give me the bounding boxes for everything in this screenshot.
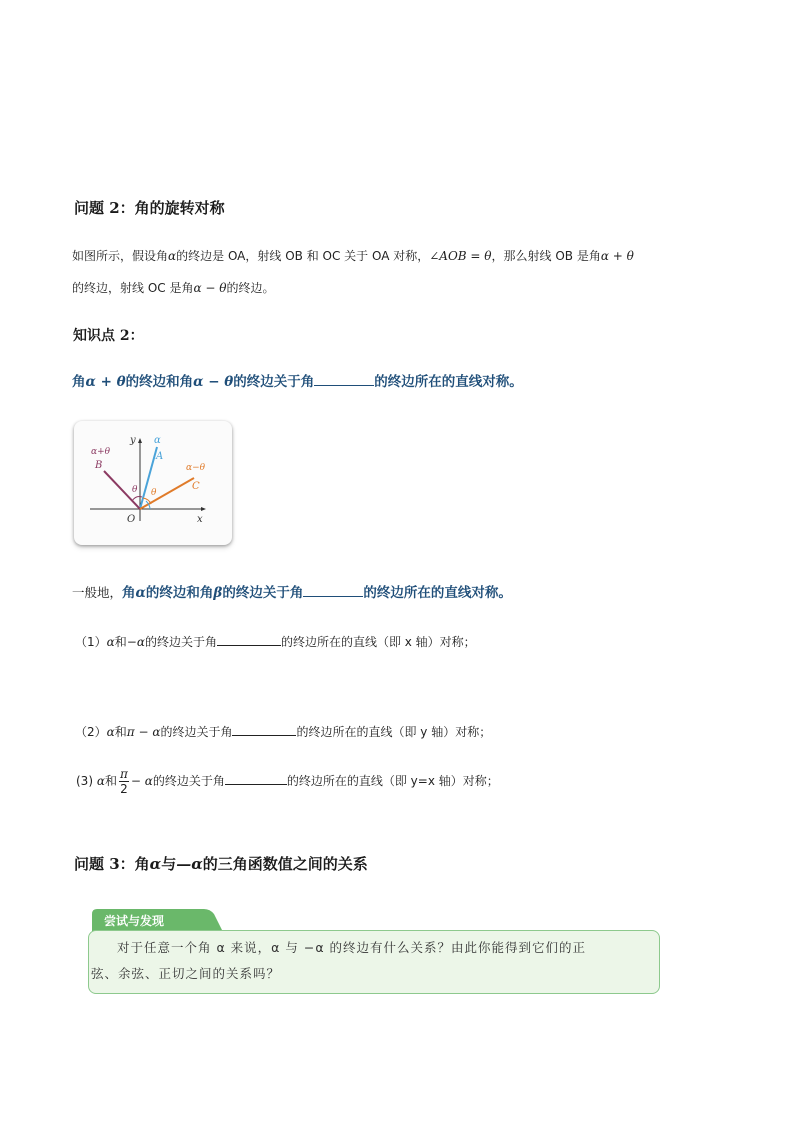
text-fragment: 的终边所在的直线对称。 [374, 374, 523, 390]
text-fragment: 一般地， [72, 585, 123, 600]
answer-blank[interactable] [217, 633, 281, 646]
pi-over-two-fraction [119, 767, 129, 796]
negative-alpha: −α [126, 635, 145, 649]
point-a-label: A [156, 451, 164, 462]
text-fragment: 的终边关于角 [233, 374, 315, 390]
theta-label-2: θ [151, 488, 157, 498]
point-c-label: C [192, 481, 200, 492]
text-fragment: 的终边所在的直线（即 x 轴）对称； [280, 635, 476, 649]
section-2-heading: 问题 2：角的旋转对称 [74, 199, 225, 217]
y-label: y [130, 435, 136, 446]
text-fragment: 和 [114, 725, 127, 739]
text-fragment: 的终边关于角 [160, 725, 233, 739]
section-2-paragraph-line-1 [72, 246, 634, 266]
negative-alpha: —α [176, 855, 203, 873]
x-axis-arrow [201, 507, 206, 511]
item-number: （1） [75, 635, 107, 649]
text-fragment: 角 [122, 585, 136, 601]
alpha-plus-theta: α + θ [85, 374, 126, 390]
item-3 [76, 764, 499, 798]
minus-alpha: − α [130, 774, 153, 788]
section-3-heading [74, 853, 368, 874]
x-label: x [197, 514, 203, 525]
text-fragment: 的终边。 [226, 281, 275, 295]
try-box-line-2: 弦、余弦、正切之间的关系吗？ [91, 966, 281, 981]
fraction-numerator: π [119, 767, 128, 781]
alpha-symbol: α [149, 855, 162, 873]
text-fragment: 角 [72, 374, 86, 390]
text-fragment: 的终边关于角 [222, 585, 304, 601]
text-fragment: 和 [104, 774, 117, 788]
angle-figure-card [74, 421, 232, 545]
text-fragment: 的终边是 OA，射线 OB 和 OC 关于 OA 对称， [176, 249, 430, 263]
text-fragment: 和 [114, 635, 127, 649]
answer-blank[interactable] [225, 772, 287, 785]
item-number: （2） [75, 725, 107, 739]
angle-diagram [74, 421, 232, 545]
text-fragment: 的终边所在的直线对称。 [363, 585, 512, 601]
alpha-symbol: α [135, 585, 146, 601]
tab-shape [88, 908, 228, 932]
text-fragment: 的终边关于角 [144, 635, 217, 649]
text-fragment: 的三角函数值之间的关系 [202, 855, 368, 873]
beta-symbol: β [213, 585, 223, 601]
theta-label-1: θ [132, 485, 138, 495]
text-fragment: 问题 3：角 [74, 855, 150, 873]
text-fragment: ，那么射线 OB 是角 [491, 249, 601, 263]
text-fragment: 与 [161, 855, 177, 873]
alpha-minus-theta-label: α−θ [186, 463, 206, 473]
item-2 [75, 722, 491, 742]
text-fragment: 的终边和角 [125, 374, 194, 390]
angle-expression: ∠AOB = θ [429, 249, 492, 263]
alpha-symbol: α [106, 635, 115, 649]
fraction-denominator: 2 [120, 782, 128, 796]
answer-blank[interactable] [303, 584, 363, 597]
tab-label: 尝试与发现 [104, 914, 165, 928]
alpha-plus-theta-label: α+θ [91, 447, 111, 457]
section-2-paragraph-line-2 [72, 278, 275, 298]
text-fragment: 如图所示，假设角 [72, 249, 169, 263]
answer-blank[interactable] [232, 723, 296, 736]
alpha-plus-theta: α + θ [600, 249, 634, 263]
alpha-symbol: α [96, 774, 105, 788]
alpha-symbol: α [106, 725, 115, 739]
try-box-line-1: 对于任意一个角 α 来说，α 与 −α 的终边有什么关系？由此你能得到它们的正 [117, 940, 587, 955]
point-b-label: B [95, 460, 103, 471]
item-1 [75, 632, 476, 652]
pi-minus-alpha: π − α [126, 725, 161, 739]
text-fragment: 的终边关于角 [152, 774, 225, 788]
answer-blank[interactable] [314, 373, 374, 386]
text-fragment: 的终边所在的直线（即 y=x 轴）对称； [286, 774, 499, 788]
general-statement [72, 581, 512, 601]
alpha-label: α [154, 435, 161, 446]
try-and-discover-box [88, 930, 660, 994]
item-number: (3) [76, 774, 93, 788]
y-axis-arrow [138, 438, 142, 443]
text-fragment: 的终边，射线 OC 是角 [72, 281, 194, 295]
knowledge-point-label: 知识点 2： [73, 328, 144, 344]
text-fragment: 的终边和角 [145, 585, 214, 601]
alpha-minus-theta: α − θ [193, 374, 234, 390]
knowledge-statement [72, 370, 523, 390]
alpha-symbol: α [168, 249, 177, 263]
origin-label: O [127, 514, 136, 525]
try-and-discover-tab [88, 908, 218, 930]
alpha-minus-theta: α − θ [193, 281, 227, 295]
text-fragment: 的终边所在的直线（即 y 轴）对称； [296, 725, 492, 739]
